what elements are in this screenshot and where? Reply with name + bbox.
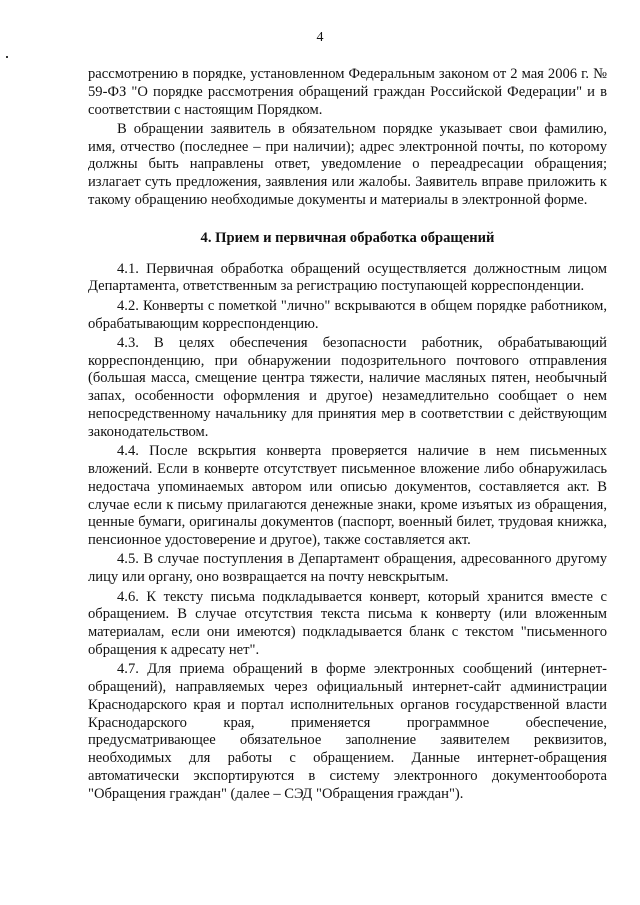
intro-paragraph: В обращении заявитель в обязательном порядке указывает свои фамилию, имя, отчество (последнее – при наличии); адрес электронной почты, по которому должны быть направлены ответ, уведомление о переадресации обращения; излагает суть предложения, заявления или жалобы. Заявитель вправе приложить к такому обращению необходимые документы и материалы в электронной форме.: [88, 120, 607, 209]
page-number: 4: [316, 30, 324, 45]
clause-4-4: 4.4. После вскрытия конверта проверяется наличие в нем письменных вложений. Если в конверте отсутствует письменное вложение либо обнаружилась недостача упоминаемых автором или описью документов, составляется акт. В случае если к письму прилагаются денежные знаки, кроме изъятых из обращения, ценные бумаги, оригиналы документов (паспорт, военный билет, трудовая книжка, пенсионное удостоверение и другое), также составляется акт.: [88, 443, 607, 549]
clause-4-2: 4.2. Конверты с пометкой "лично" вскрываются в общем порядке работником, обрабатывающим корреспонденцию.: [88, 297, 607, 332]
intro-continuation: рассмотрению в порядке, установленном Федеральным законом от 2 мая 2006 г. № 59-ФЗ "О порядке рассмотрения обращений граждан Российской Федерации" и в соответствии с настоящим Порядком.: [88, 66, 607, 118]
clause-4-3: 4.3. В целях обеспечения безопасности работник, обрабатывающий корреспонденцию, при обнаружении подозрительного почтового отправления (большая масса, смещение центра тяжести, наличие масляных пятен, необычный запах, особенности оформления и другое) незамедлительно сообщает о нем непосредственному начальнику для принятия мер в соответствии с действующим законодательством.: [88, 334, 607, 440]
scan-speck: [6, 56, 8, 58]
clause-4-6: 4.6. К тексту письма подкладывается конверт, который хранится вместе с обращением. В случае отсутствия текста письма к конверту (или вложенным материалам, если они имеются) подкладывается бланк с текстом "письменного обращения к адресату нет".: [88, 588, 607, 658]
clause-4-7: 4.7. Для приема обращений в форме электронных сообщений (интернет-обращений), направляемых через официальный интернет-сайт администрации Краснодарского края и портал исполнительных органов государственной власти Краснодарского края, применяется программное обеспечение, предусматривающее обязательное заполнение заявителем реквизитов, необходимых для работы с обращением. Данные интернет-обращения автоматически экспортируются в систему электронного документооборота "Обращения граждан" (далее – СЭД "Обращения граждан").: [88, 661, 607, 802]
section-heading: 4. Прием и первичная обработка обращений: [200, 229, 495, 246]
clause-4-5: 4.5. В случае поступления в Департамент обращения, адресованного другому лицу или органу, оно возвращается на почту невскрытым.: [88, 551, 607, 586]
clause-4-1: 4.1. Первичная обработка обращений осуществляется должностным лицом Департамента, ответственным за регистрацию поступающей корреспонденции.: [88, 260, 607, 295]
document-body: [88, 66, 607, 805]
